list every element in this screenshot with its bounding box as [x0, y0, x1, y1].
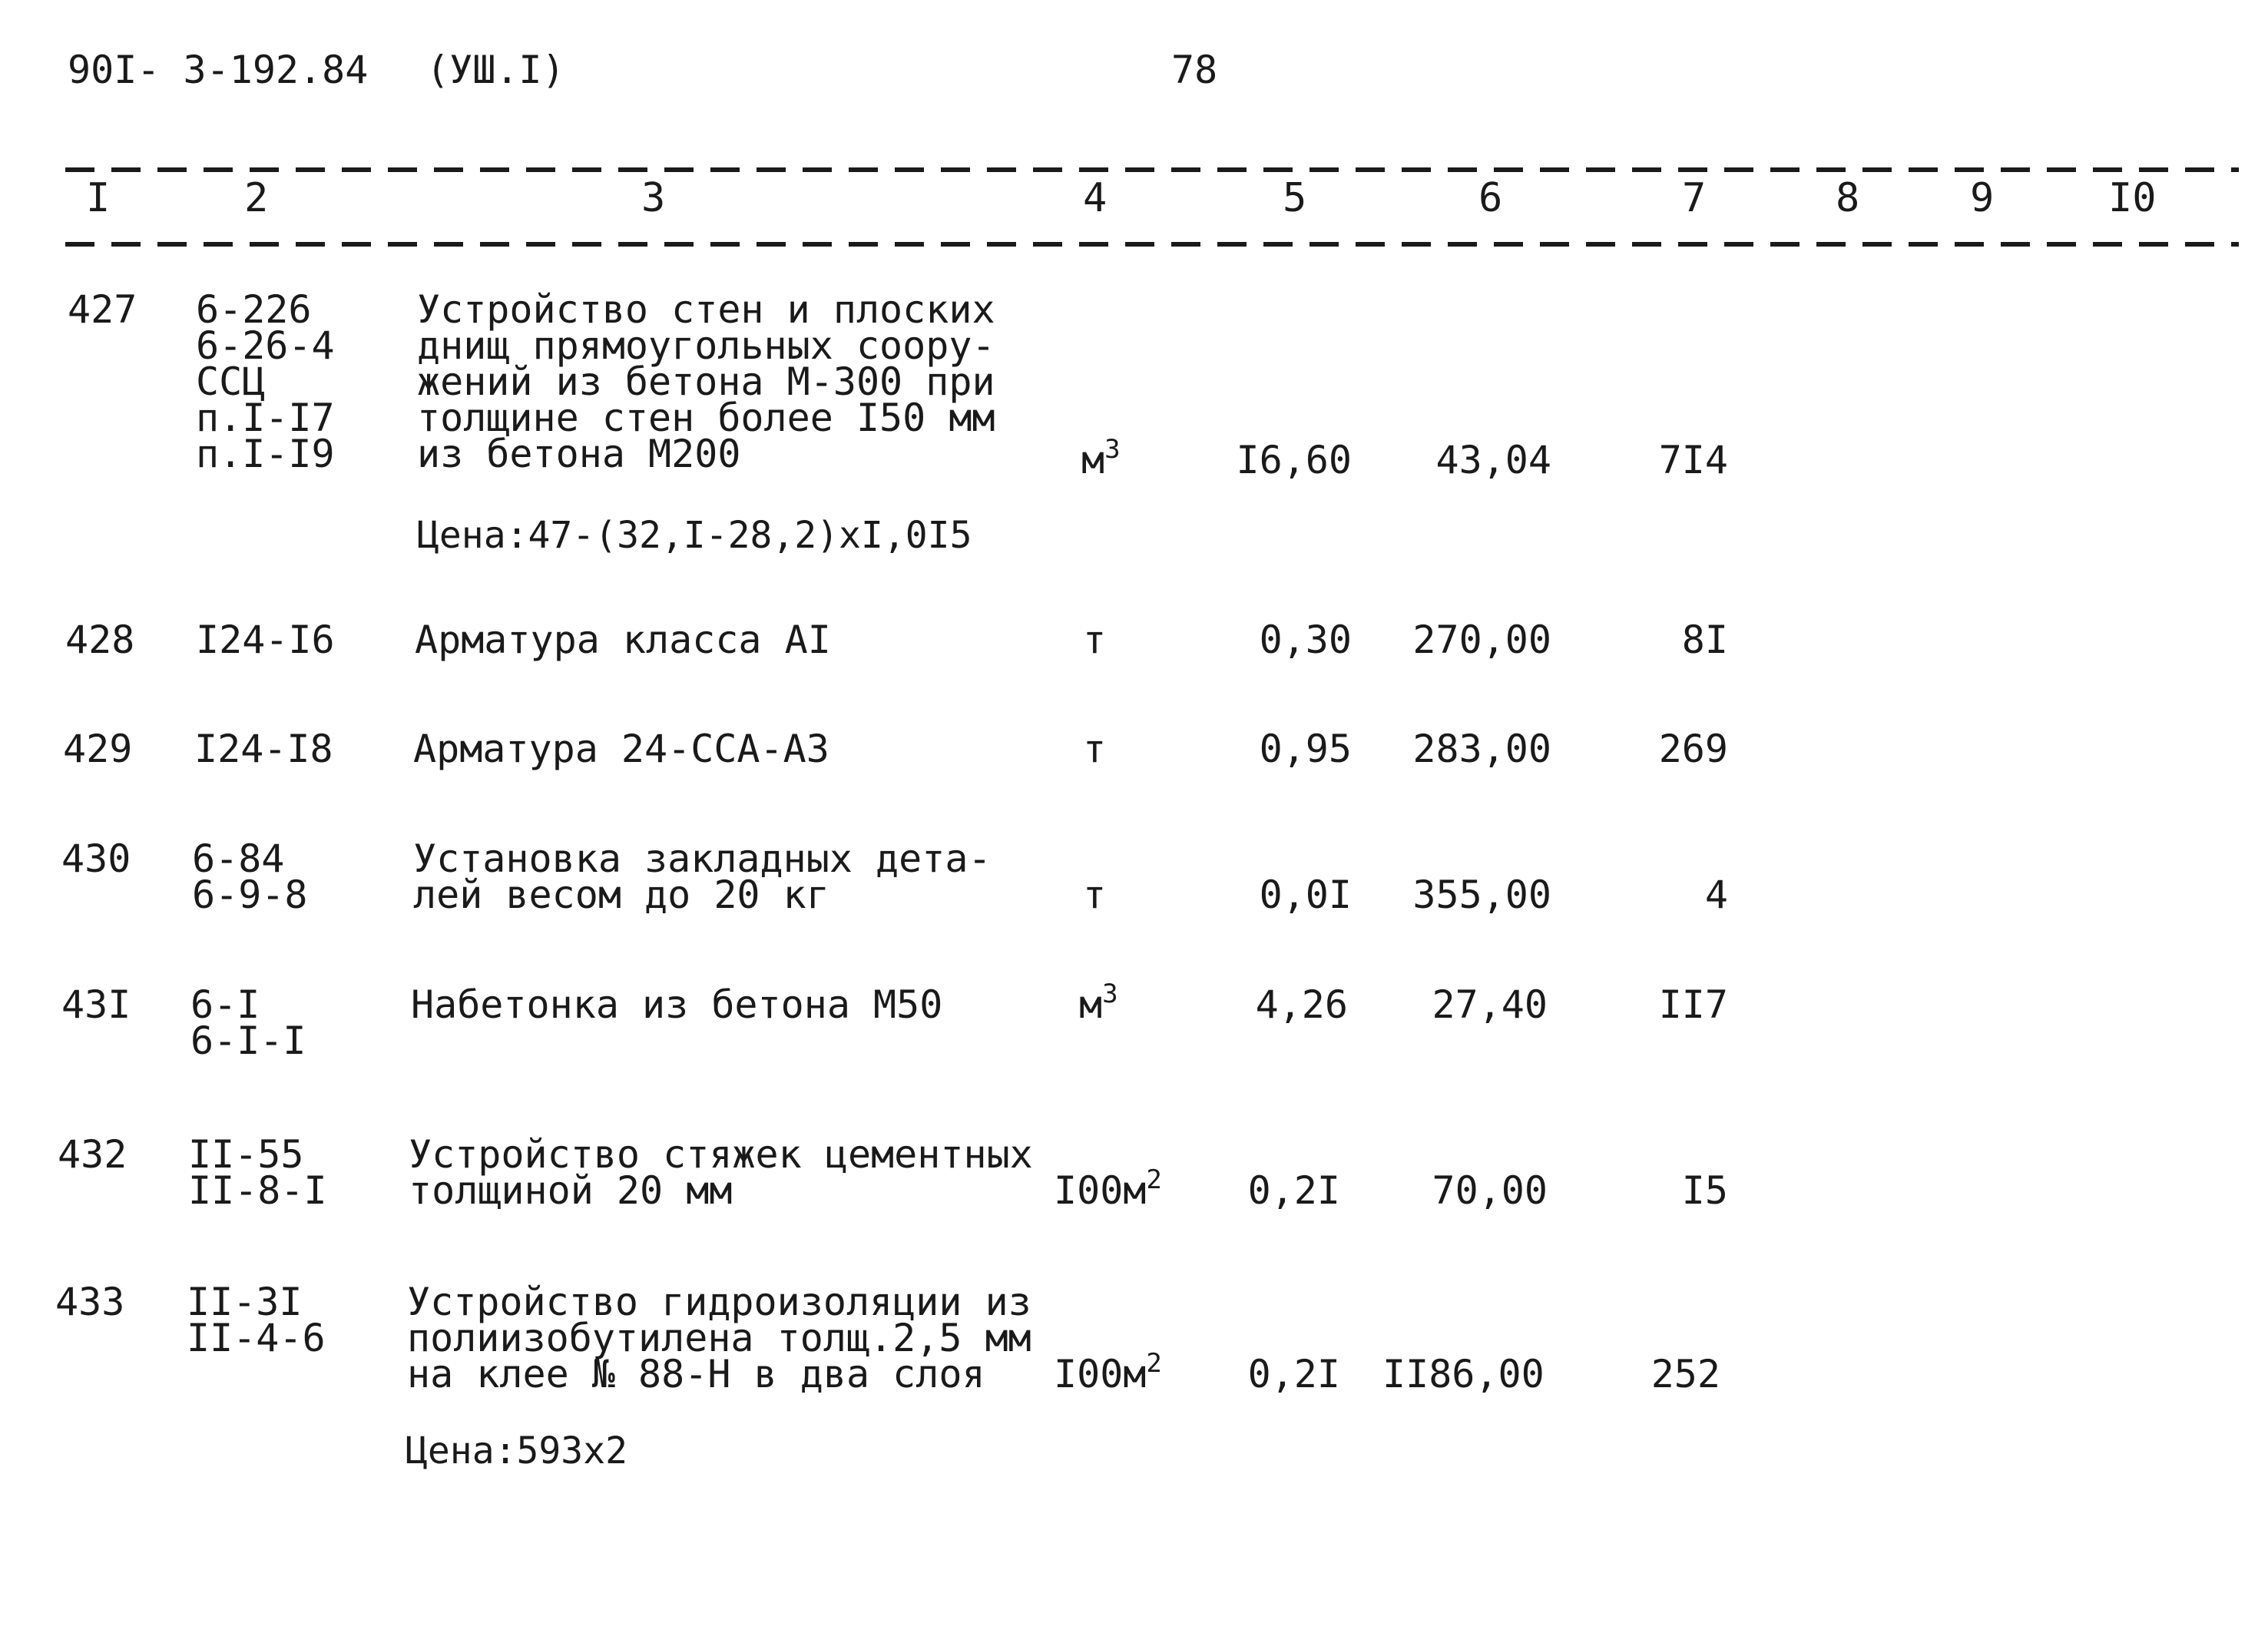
quantity: 0,0I [1259, 873, 1352, 917]
quantity: 0,2I [1247, 1168, 1340, 1213]
norm-code: II-55 [188, 1132, 304, 1177]
total-cost: 4 [1704, 873, 1728, 917]
norm-code: 6-226 [196, 287, 312, 332]
norm-code-list [187, 1280, 326, 1360]
column-header: 3 [641, 175, 666, 221]
norm-code: п.I-I7 [196, 396, 335, 440]
unit: т [1083, 873, 1107, 917]
unit-exponent: 3 [1104, 434, 1121, 465]
header-bottom-rule [65, 242, 2239, 247]
column-header: 6 [1478, 175, 1503, 221]
norm-code-list [190, 982, 306, 1063]
page-number: 78 [1171, 48, 1218, 92]
unit-price: 43,04 [1435, 438, 1551, 482]
unit-label: м [1081, 438, 1105, 482]
quantity: 0,95 [1259, 727, 1352, 771]
unit: т [1083, 618, 1107, 662]
row-number: 432 [58, 1132, 127, 1177]
norm-code: 6-I [190, 982, 260, 1027]
norm-code: II-3I [187, 1280, 303, 1324]
description-line: Устройство стяжек цементных [409, 1132, 1033, 1177]
unit-exponent: 2 [1146, 1348, 1162, 1379]
work-description [417, 287, 995, 476]
quantity: 0,2I [1247, 1352, 1340, 1396]
description-line: Устройство гидроизоляции из [407, 1280, 1031, 1324]
unit-label: м [1079, 982, 1103, 1027]
quantity: I6,60 [1236, 438, 1352, 482]
price-note: Цена:593х2 [406, 1429, 627, 1472]
unit-label: I00м [1054, 1352, 1147, 1396]
norm-code: 6-I-I [190, 1019, 306, 1063]
total-cost: II7 [1658, 982, 1728, 1027]
description-line: лей весом до 20 кг [413, 873, 829, 917]
unit [1079, 979, 1118, 1027]
quantity: 4,26 [1255, 982, 1348, 1027]
norm-code-list [196, 287, 335, 476]
unit-price: 70,00 [1432, 1168, 1548, 1213]
description-line: толщине стен более I50 мм [417, 396, 995, 440]
description-line: полиизобутилена толщ.2,5 мм [407, 1316, 1031, 1360]
unit-price: 27,40 [1432, 982, 1548, 1027]
norm-code: I24-I6 [196, 618, 335, 662]
unit-exponent: 2 [1146, 1164, 1162, 1195]
description-line: Устройство стен и плоских [417, 287, 995, 332]
unit-price: 355,00 [1412, 873, 1551, 917]
norm-code-list [188, 1132, 327, 1213]
description-line: днищ прямоугольных соору- [417, 323, 995, 368]
total-cost: 252 [1651, 1352, 1720, 1396]
norm-code: 6-26-4 [196, 323, 335, 368]
column-header: 9 [1970, 175, 1995, 221]
row-number: 427 [68, 287, 137, 332]
description-line: Установка закладных дета- [413, 836, 992, 881]
unit-price: II86,00 [1382, 1352, 1545, 1396]
unit: т [1083, 727, 1107, 771]
column-header: 2 [244, 175, 269, 221]
unit [1054, 1164, 1162, 1213]
norm-code: II-8-I [188, 1168, 327, 1213]
norm-code: II-4-6 [187, 1316, 326, 1360]
row-number: 430 [61, 836, 131, 881]
album-number: (УШ.I) [426, 48, 565, 92]
work-description: Арматура 24-ССА-А3 [413, 727, 829, 771]
norm-code: ССЦ [196, 359, 266, 404]
work-description [407, 1280, 1031, 1396]
total-cost: I5 [1681, 1168, 1728, 1213]
unit-exponent: 3 [1102, 979, 1118, 1009]
norm-code: I24-I8 [194, 727, 333, 771]
row-number: 429 [63, 727, 133, 771]
document-code: 90I- 3-192.84 [68, 48, 369, 92]
work-description [413, 836, 992, 917]
unit-price: 270,00 [1412, 618, 1551, 662]
unit [1054, 1348, 1162, 1396]
norm-code: 6-84 [192, 836, 285, 881]
total-cost: 8I [1681, 618, 1728, 662]
description-line: жений из бетона М-300 при [417, 359, 995, 404]
unit-label: I00м [1054, 1168, 1147, 1213]
work-description: Арматура класса АI [415, 618, 831, 662]
price-note: Цена:47-(32,I-28,2)хI,0I5 [417, 514, 972, 557]
column-header: 7 [1682, 175, 1707, 221]
header-top-rule [65, 167, 2239, 172]
column-header: I0 [2108, 175, 2157, 221]
norm-code: 6-9-8 [192, 873, 308, 917]
total-cost: 269 [1658, 727, 1728, 771]
unit [1081, 434, 1121, 482]
column-header: I [86, 175, 111, 221]
description-line: толщиной 20 мм [409, 1168, 733, 1213]
work-description [409, 1132, 1033, 1213]
total-cost: 7I4 [1658, 438, 1728, 482]
row-number: 428 [65, 618, 135, 662]
row-number: 43I [61, 982, 131, 1027]
norm-code: п.I-I9 [196, 432, 335, 476]
column-header: 4 [1083, 175, 1108, 221]
norm-code-list [192, 836, 308, 917]
column-header: 8 [1836, 175, 1860, 221]
quantity: 0,30 [1259, 618, 1352, 662]
column-header: 5 [1283, 175, 1307, 221]
description-line: на клее № 88-Н в два слоя [407, 1352, 985, 1396]
work-description: Набетонка из бетона М50 [411, 982, 943, 1027]
description-line: из бетона М200 [417, 432, 741, 476]
row-number: 433 [55, 1280, 125, 1324]
unit-price: 283,00 [1412, 727, 1551, 771]
